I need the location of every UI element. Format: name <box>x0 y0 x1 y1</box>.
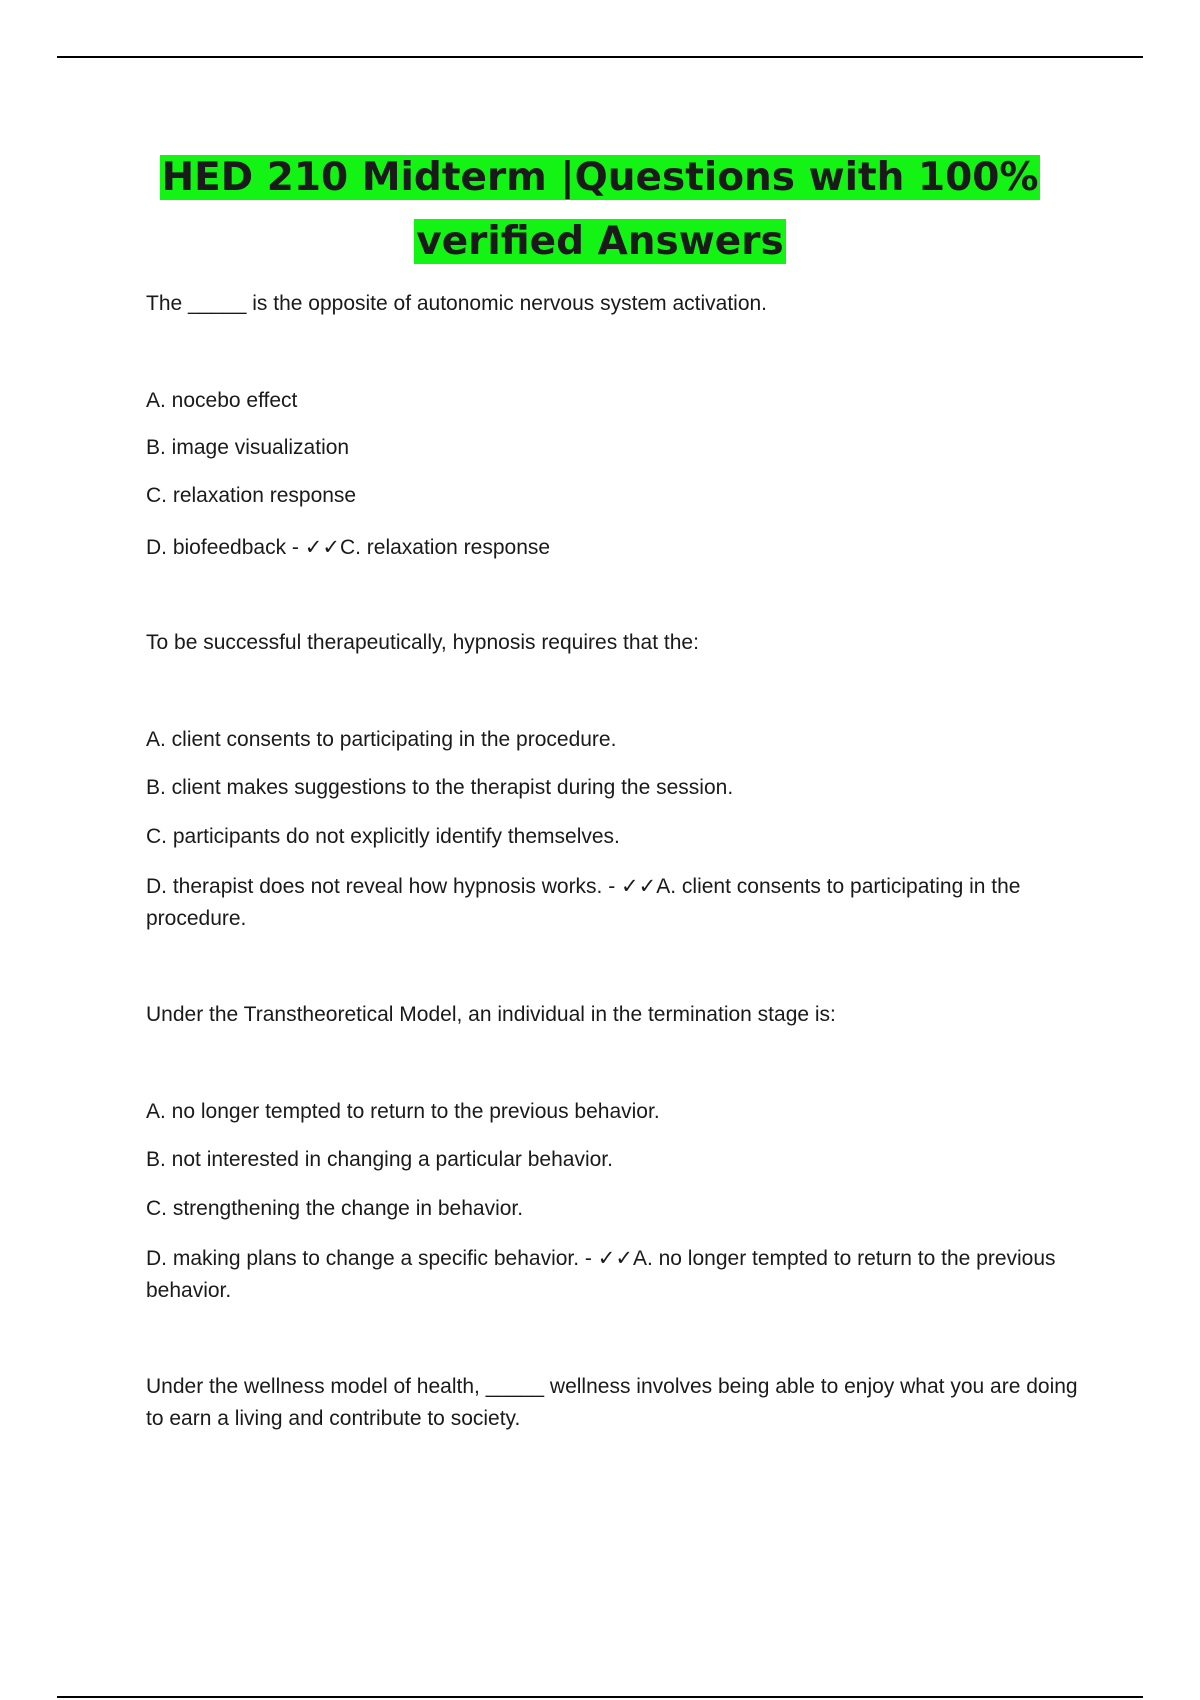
top-rule <box>57 56 1143 58</box>
answer-option-with-key: D. making plans to change a specific behavior. - ✓✓A. no longer tempted to return to the previous behavior. <box>146 1247 1056 1302</box>
bottom-rule <box>57 1696 1143 1698</box>
answer-option: A. client consents to participating in the procedure. <box>146 728 617 751</box>
question-stem: Under the Transtheoretical Model, an individual in the termination stage is: <box>146 1003 836 1026</box>
question-stem: To be successful therapeutically, hypnosis requires that the: <box>146 631 699 654</box>
answer-option-with-key: D. therapist does not reveal how hypnosis works. - ✓✓A. client consents to participating in the procedure. <box>146 875 1021 930</box>
answer-option-with-key: D. biofeedback - ✓✓C. relaxation response <box>146 536 551 559</box>
answer-option: B. client makes suggestions to the therapist during the session. <box>146 776 734 799</box>
answer-option: C. strengthening the change in behavior. <box>146 1197 524 1220</box>
answer-option: A. no longer tempted to return to the previous behavior. <box>146 1100 660 1123</box>
answer-option: C. participants do not explicitly identify themselves. <box>146 825 620 848</box>
question-stem: Under the wellness model of health, _____ wellness involves being able to enjoy what you are doing to earn a living and contribute to society. <box>146 1375 1078 1430</box>
answer-option: B. image visualization <box>146 436 350 459</box>
document-title <box>60 146 1140 274</box>
answer-option: C. relaxation response <box>146 484 357 507</box>
title-line-2: verified Answers <box>416 219 784 264</box>
answer-option: B. not interested in changing a particular behavior. <box>146 1148 613 1171</box>
title-line-1: HED 210 Midterm |Questions with 100% <box>161 155 1039 200</box>
question-stem: The _____ is the opposite of autonomic nervous system activation. <box>146 292 768 315</box>
answer-option: A. nocebo effect <box>146 389 298 412</box>
